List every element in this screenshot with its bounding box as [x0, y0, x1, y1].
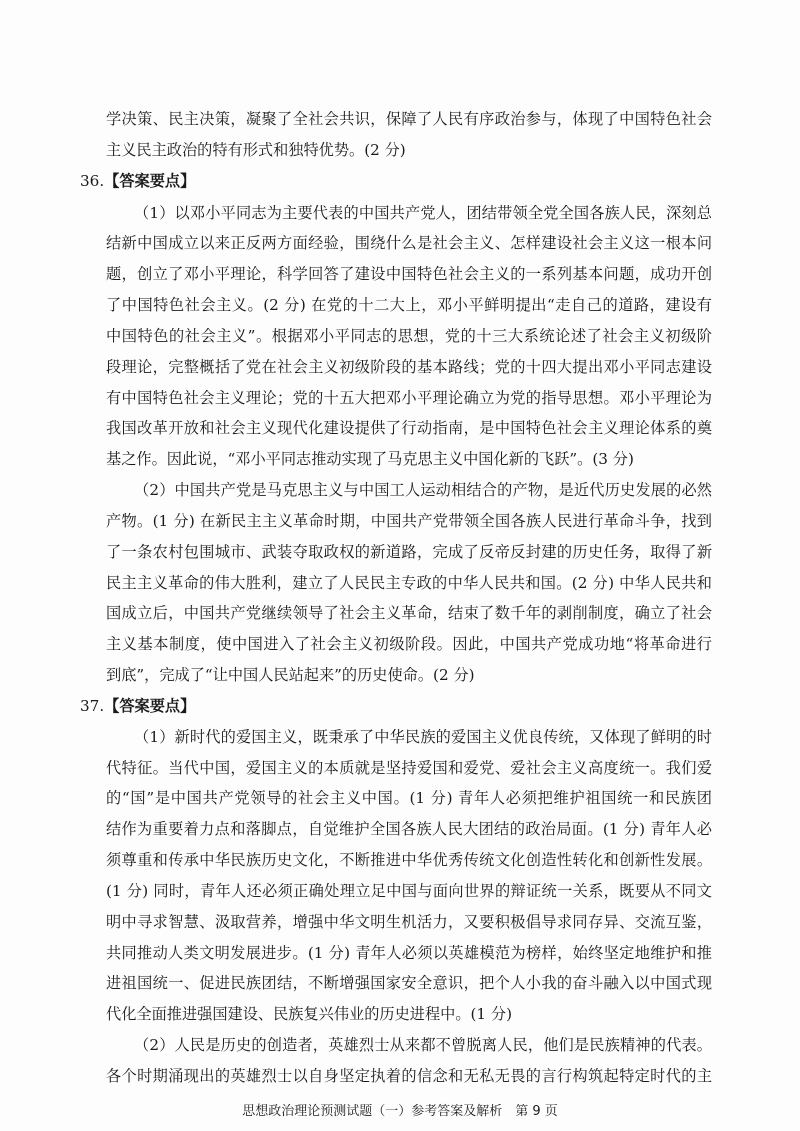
text-line: 主义民主政治的特有形式和独特优势。(2 分): [106, 141, 406, 159]
text-line: 进祖国统一、促进民族团结，不断增强国家安全意识，把个人小我的奋斗融入以中国式现: [106, 974, 712, 992]
text-line: 段理论，完整概括了党在社会主义初级阶段的基本路线；党的十四大提出邓小平同志建设: [106, 358, 712, 376]
text-line: 须尊重和传承中华民族历史文化，不断推进中华优秀传统文化创造性转化和创新性发展。: [106, 851, 712, 869]
text-line: 中国特色的社会主义”。根据邓小平同志的思想，党的十三大系统论述了社会主义初级阶: [106, 327, 712, 345]
answer-points-title: 【答案要点】: [104, 697, 196, 715]
question-36-heading: [80, 171, 195, 191]
question-number: 37.: [80, 697, 105, 715]
page-footer: 思想政治理论预测试题（一）参考答案及解析 第 9 页: [242, 1104, 558, 1119]
text-line: 明中寻求智慧、汲取营养，增强中华文明生机活力，又要积极倡导求同存异、交流互鉴，: [106, 913, 712, 931]
text-line: 主义基本制度，使中国进入了社会主义初级阶段。因此，中国共产党成功地“将革命进行: [106, 635, 712, 653]
answer-points-title: 【答案要点】: [104, 172, 196, 190]
text-line: 共同推动人类文明发展进步。(1 分) 青年人必须以英雄模范为榜样，始终坚定地维护和推: [106, 944, 712, 962]
text-line: 了一条农村包围城市、武装夺取政权的新道路，完成了反帝反封建的历史任务，取得了新: [106, 543, 712, 561]
text-line: 各个时期涌现出的英雄烈士以自身坚定执着的信念和无私无畏的言行构筑起特定时代的主: [106, 1067, 712, 1085]
text-line: 有中国特色社会主义理论；党的十五大把邓小平理论确立为党的指导思想。邓小平理论为: [106, 389, 712, 407]
text-line: 结新中国成立以来正反两方面经验，围绕什么是社会主义、怎样建设社会主义这一根本问: [106, 234, 712, 252]
text-line: 我国改革开放和社会主义现代化建设提供了行动指南，是中国特色社会主义理论体系的奠: [106, 419, 712, 437]
text-line: （2）人民是历史的创造者，英雄烈士从来都不曾脱离人民，他们是民族精神的代表。: [134, 1036, 712, 1054]
text-line: 的“国”是中国共产党领导的社会主义中国。(1 分) 青年人必须把维护祖国统一和民族团: [106, 789, 712, 807]
text-line: 题，创立了邓小平理论，科学回答了建设中国特色社会主义的一系列基本问题，成功开创: [106, 265, 712, 283]
text-line: 国成立后，中国共产党继续领导了社会主义革命，结束了数千年的剥削制度，确立了社会: [106, 604, 712, 622]
text-line: 学决策、民主决策，凝聚了全社会共识，保障了人民有序政治参与，体现了中国特色社会: [106, 110, 712, 128]
text-line: （1）新时代的爱国主义，既秉承了中华民族的爱国主义优良传统，又体现了鲜明的时: [134, 728, 712, 746]
text-line: 代化全面推进强国建设、民族复兴伟业的历史进程中。(1 分): [106, 1005, 513, 1023]
text-line: (1 分) 同时，青年人还必须正确处理立足中国与面向世界的辩证统一关系，既要从不同文: [106, 882, 712, 900]
text-line: 到底”，完成了“让中国人民站起来”的历史使命。(2 分): [106, 666, 475, 684]
text-line: 了中国特色社会主义。(2 分) 在党的十二大上，邓小平鲜明提出“走自己的道路，建设有: [106, 296, 712, 314]
text-line: （2）中国共产党是马克思主义与中国工人运动相结合的产物，是近代历史发展的必然: [134, 481, 712, 499]
text-line: 结作为重要着力点和落脚点，自觉维护全国各族人民大团结的政治局面。(1 分) 青年人必: [106, 820, 712, 838]
text-line: 民主主义革命的伟大胜利，建立了人民民主专政的中华人民共和国。(2 分) 中华人民共和: [106, 574, 712, 592]
text-line: （1）以邓小平同志为主要代表的中国共产党人，团结带领全党全国各族人民，深刻总: [134, 204, 712, 222]
text-line: 产物。(1 分) 在新民主主义革命时期，中国共产党带领全国各族人民进行革命斗争，找到: [106, 512, 712, 530]
text-line: 基之作。因此说，“邓小平同志推动实现了马克思主义中国化新的飞跃”。(3 分): [106, 450, 634, 468]
question-number: 36.: [80, 172, 105, 190]
question-37-heading: [80, 696, 195, 716]
text-line: 代特征。当代中国，爱国主义的本质就是坚持爱国和爱党、爱社会主义高度统一。我们爱: [106, 759, 712, 777]
